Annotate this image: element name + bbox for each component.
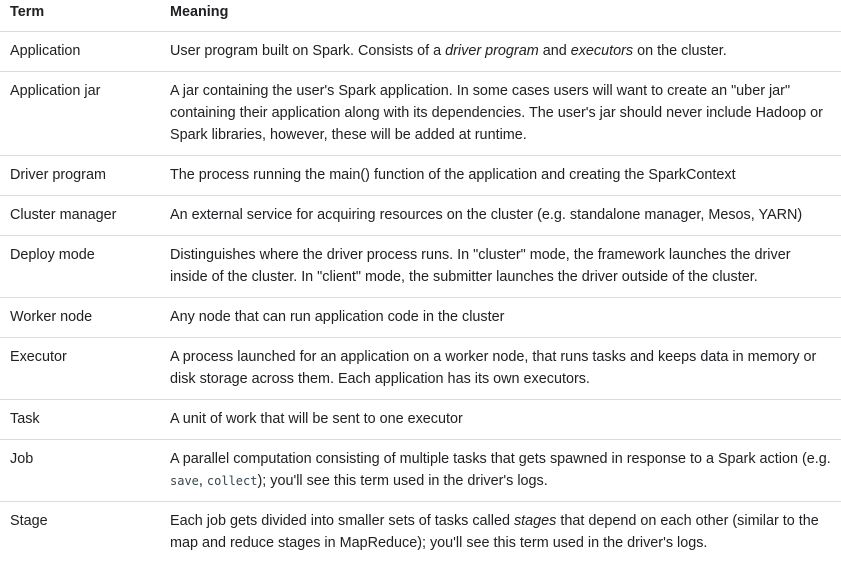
meaning-text: and: [538, 43, 571, 59]
meaning-cell: [160, 298, 841, 338]
meaning-text: ,: [198, 473, 207, 489]
column-header-term: Term: [0, 0, 160, 32]
meaning-text: that depend on each other (similar to the map and reduce stages in MapReduce); you'll see this term used in the driver's logs.: [170, 513, 819, 551]
term-cell: Driver program: [0, 156, 160, 196]
meaning-text: ); you'll see this term used in the driver's logs.: [257, 473, 548, 489]
meaning-text: Each job gets divided into smaller sets of tasks called: [170, 513, 514, 529]
meaning-cell: [160, 440, 841, 502]
term-cell: Job: [0, 440, 160, 502]
meaning-cell: [160, 400, 841, 440]
term-cell: Worker node: [0, 298, 160, 338]
meaning-text: An external service for acquiring resources on the cluster (e.g. standalone manager, Mesos, YARN): [170, 207, 803, 223]
term-cell: Cluster manager: [0, 196, 160, 236]
meaning-cell: [160, 156, 841, 196]
meaning-cell: [160, 338, 841, 400]
code-snippet: save: [170, 474, 199, 488]
table-row: [0, 502, 841, 564]
table-row: [0, 400, 841, 440]
table-header-row: [0, 0, 841, 32]
table-row: [0, 72, 841, 156]
meaning-text: The process running the main() function of the application and creating the SparkContext: [170, 167, 736, 183]
emphasized-term: executors: [570, 43, 634, 59]
meaning-text: A jar containing the user's Spark application. In some cases users will want to create an "uber jar" containing their application along with its dependencies. The user's jar should never include Hadoop or Spark libraries, however, these will be added at runtime.: [170, 83, 823, 143]
table-body: [0, 32, 841, 564]
meaning-text: A parallel computation consisting of multiple tasks that gets spawned in response to a Spark action (e.g.: [170, 451, 831, 467]
term-cell: Application jar: [0, 72, 160, 156]
emphasized-term: driver program: [445, 43, 539, 59]
meaning-cell: [160, 72, 841, 156]
meaning-cell: [160, 196, 841, 236]
meaning-cell: [160, 502, 841, 564]
emphasized-term: stages: [513, 513, 557, 529]
meaning-text: Any node that can run application code in the cluster: [170, 309, 505, 325]
meaning-cell: [160, 32, 841, 72]
meaning-text: on the cluster.: [633, 43, 727, 59]
table-row: [0, 298, 841, 338]
table-row: [0, 32, 841, 72]
meaning-text: A process launched for an application on a worker node, that runs tasks and keeps data in memory or disk storage across them. Each application has its own executors.: [170, 349, 817, 387]
meaning-text: A unit of work that will be sent to one executor: [170, 411, 463, 427]
meaning-text: Distinguishes where the driver process runs. In "cluster" mode, the framework launches the driver inside of the cluster. In "client" mode, the submitter launches the driver outside of the cluster.: [170, 247, 791, 285]
table-row: [0, 440, 841, 502]
term-cell: Task: [0, 400, 160, 440]
table-row: [0, 156, 841, 196]
term-cell: Stage: [10, 513, 48, 529]
column-header-meaning: Meaning: [160, 0, 841, 32]
meaning-cell: [160, 236, 841, 298]
term-cell: Executor: [0, 338, 160, 400]
term-cell: Application: [0, 32, 160, 72]
table-row: [0, 196, 841, 236]
meaning-text: User program built on Spark. Consists of a: [170, 43, 446, 59]
table-row: [0, 236, 841, 298]
code-snippet: collect: [206, 474, 258, 488]
table-row: [0, 338, 841, 400]
term-cell: Deploy mode: [0, 236, 160, 298]
